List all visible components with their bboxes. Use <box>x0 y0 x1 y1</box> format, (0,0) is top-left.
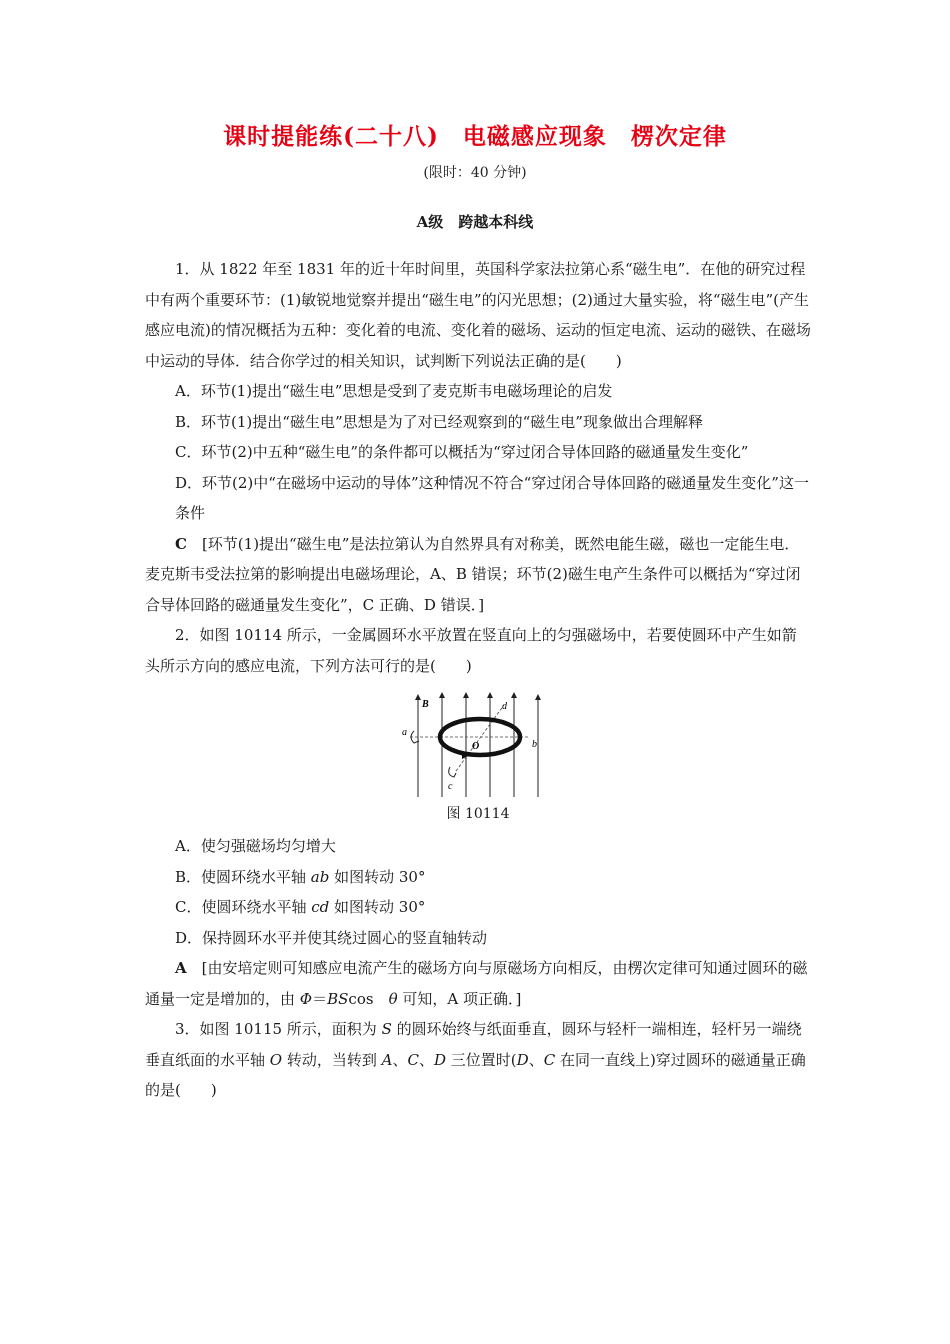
q2-answer-letter: A <box>175 959 187 977</box>
label-O: O <box>472 741 480 752</box>
q1-option-b: B．环节(1)提出“磁生电”思想是为了对已经观察到的“磁生电”现象做出合理解释 <box>175 412 703 431</box>
q3-text-2: 的圆环始终与纸面垂直，圆环与轻杆一端相连，轻杆另一端绕垂直纸面的水平轴 <box>145 1020 802 1069</box>
q2-option-b-text: B．使圆环绕水平轴 <box>175 867 311 886</box>
q1-answer-letter: C <box>175 534 187 553</box>
q3-text-5: 在同一直线上)穿过圆环的磁通量正确的是( ) <box>145 1050 806 1099</box>
section-heading: A级 跨越本科线 <box>416 213 534 231</box>
q2-explanation: [由安培定则可知感应电流产生的磁场方向与原磁场方向相反，由楞次定律可知通过圆环的磁通量一定是增加的，由 <box>145 959 808 1008</box>
label-c: c <box>448 781 453 792</box>
q3-var-C: C <box>407 1050 419 1069</box>
q2-theta: θ <box>388 989 398 1008</box>
rotation-arrow-c <box>449 767 456 777</box>
q2-option-c <box>145 892 811 923</box>
q2-B: B <box>327 989 339 1008</box>
q2-option-d: D．保持圆环水平并使其绕过圆心的竖直轴转动 <box>175 928 488 947</box>
q3-sep: 、 <box>392 1050 408 1069</box>
axis-cd <box>456 705 504 771</box>
q3-text-3: 转动，当转到 <box>282 1050 382 1069</box>
q3-var-D: D <box>434 1050 447 1069</box>
q3-text-4: 三位置时( <box>446 1050 517 1069</box>
q2-explanation-end: 可知，A 项正确．] <box>397 989 522 1008</box>
q2-cos: cos <box>348 989 389 1008</box>
q3-sep: 、 <box>418 1050 434 1069</box>
label-B: B <box>422 699 429 710</box>
q2-option-b-text-end: 如图转动 30° <box>329 867 426 886</box>
q3-var-C: C <box>543 1050 556 1069</box>
q1-answer <box>145 529 811 621</box>
q3-var-O: O <box>269 1050 283 1069</box>
question-content <box>145 254 811 1106</box>
q3-stem <box>145 1014 811 1106</box>
q1-explanation: [环节(1)提出“磁生电”是法拉第认为自然界具有对称美，既然电能生磁，磁也一定能生电．麦克斯韦受法拉第的影响提出电磁场理论，A、B 错误；环节(2)磁生电产生条件可以概括为“穿过闭合导体回路的磁通量发生变化”，C 正确、D 错误．] <box>145 534 801 614</box>
q1-option-c: C．环节(2)中五种“磁生电”的条件都可以概括为“穿过闭合导体回路的磁通量发生变化” <box>175 443 749 461</box>
q1-option-a: A．环节(1)提出“磁生电”思想是受到了麦克斯韦电磁场理论的启发 <box>175 382 613 400</box>
time-limit: (限时：40 分钟) <box>423 165 527 181</box>
q3-var-A: A <box>381 1050 393 1069</box>
q3-var-D: D <box>516 1050 529 1069</box>
q2-option-c-text-end: 如图转动 30° <box>329 898 426 916</box>
figure-caption: 图 10114 <box>446 806 510 822</box>
q2-option-c-axis: cd <box>311 898 330 916</box>
q2-phi: Φ <box>299 989 313 1008</box>
figure-10114 <box>398 685 558 797</box>
q3-text-1: 3．如图 10115 所示，面积为 <box>175 1020 382 1038</box>
q2-S: S <box>338 989 349 1008</box>
q3-sep: 、 <box>528 1050 544 1069</box>
page-title: 课时提能练(二十八) 电磁感应现象 楞次定律 <box>223 123 727 150</box>
q2-answer <box>145 953 811 1014</box>
label-a: a <box>402 727 407 738</box>
q2-eq: ＝ <box>312 989 328 1008</box>
q1-option-d: D．环节(2)中“在磁场中运动的导体”这种情况不符合“穿过闭合导体回路的磁通量发生变化”这一条件 <box>175 473 809 522</box>
q2-option-a: A．使匀强磁场均匀增大 <box>175 837 336 855</box>
q2-option-b-axis: ab <box>310 867 330 886</box>
label-b: b <box>532 739 537 750</box>
label-d: d <box>502 701 507 712</box>
q2-option-c-text: C．使圆环绕水平轴 <box>175 898 312 916</box>
q1-stem: 1．从 1822 年至 1831 年的近十年时间里，英国科学家法拉第心系“磁生电”．在他的研究过程中有两个重要环节：(1)敏锐地觉察并提出“磁生电”的闪光思想；(2)通过大量实验，将“磁生电”(产生感应电流)的情况概括为五种：变化着的电流、变化着的磁场、运动的恒定电流、运动的磁铁、在磁场中运动的导体．结合你学过的相关知识，试判断下列说法正确的是( ) <box>145 260 811 370</box>
q3-var-S: S <box>381 1020 392 1038</box>
q2-stem: 2．如图 10114 所示，一金属圆环水平放置在竖直向上的匀强磁场中，若要使圆环中产生如箭头所示方向的感应电流，下列方法可行的是( ) <box>145 626 797 675</box>
q2-option-b <box>145 862 811 893</box>
